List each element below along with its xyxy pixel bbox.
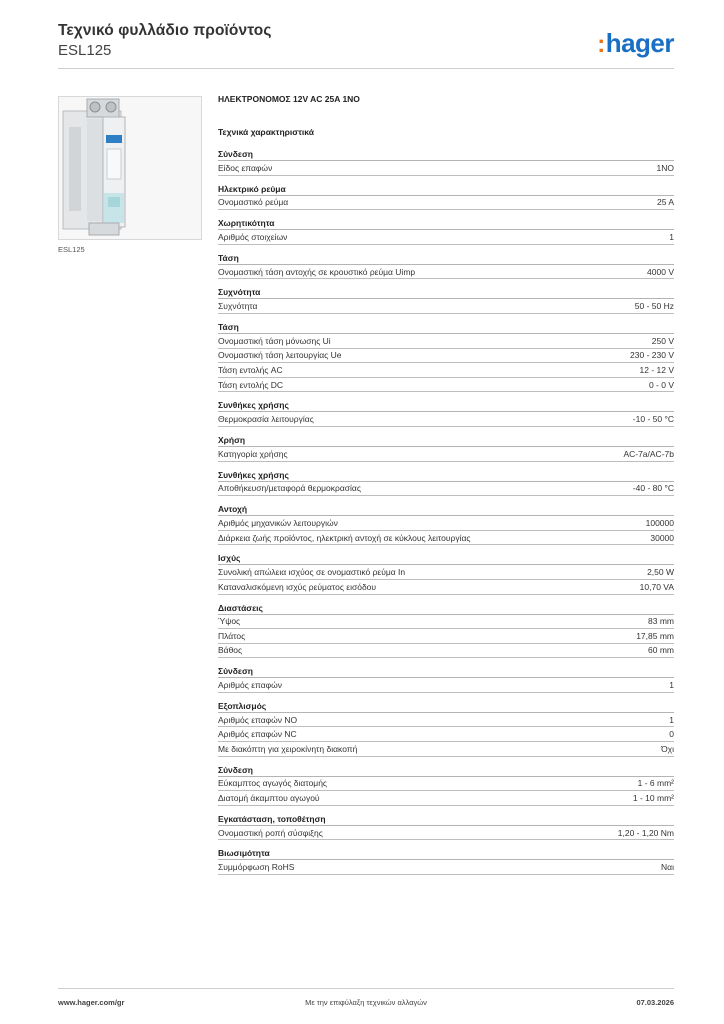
- spec-label: Ονομαστικό ρεύμα: [218, 197, 289, 208]
- spec-row: [218, 299, 674, 314]
- spec-group: [218, 320, 674, 392]
- spec-label: Κατηγορία χρήσης: [218, 448, 288, 459]
- spec-row: [218, 265, 674, 280]
- spec-row: [218, 161, 674, 176]
- contactor-device-icon: [59, 97, 201, 239]
- spec-group-title: Συνθήκες χρήσης: [218, 468, 674, 482]
- spec-group-title: Σύνδεση: [218, 664, 674, 678]
- spec-label: Με διακόπτη για χειροκίνητη διακοπή: [218, 743, 358, 754]
- spec-group-title: Βιωσιμότητα: [218, 846, 674, 860]
- footer-divider: [58, 988, 674, 989]
- spec-value: 83 mm: [648, 616, 674, 627]
- spec-value: 1 - 10 mm²: [632, 793, 674, 804]
- spec-group-title: Τάση: [218, 320, 674, 334]
- spec-group-title: Αντοχή: [218, 502, 674, 516]
- spec-row: [218, 777, 674, 792]
- tech-specs-heading: Τεχνικά χαρακτηριστικά: [218, 127, 314, 137]
- spec-row: [218, 516, 674, 531]
- spec-label: Καταναλισκόμενη ισχύς ρεύματος εισόδου: [218, 581, 377, 592]
- spec-label: Πλάτος: [218, 630, 246, 641]
- spec-value: 1,20 - 1,20 Nm: [617, 827, 674, 838]
- spec-group: [218, 433, 674, 462]
- spec-row: [218, 447, 674, 462]
- spec-group-title: Χωρητικότητα: [218, 216, 674, 230]
- spec-group: [218, 147, 674, 176]
- spec-group-title: Συχνότητα: [218, 285, 674, 299]
- spec-group: [218, 468, 674, 497]
- spec-label: Βάθος: [218, 645, 243, 656]
- spec-group-title: Διαστάσεις: [218, 601, 674, 615]
- spec-group: [218, 699, 674, 757]
- spec-row: [218, 230, 674, 245]
- spec-row: [218, 742, 674, 757]
- spec-group: [218, 812, 674, 841]
- spec-value: 250 V: [651, 335, 674, 346]
- spec-label: Εύκαμπτος αγωγός διατομής: [218, 778, 328, 789]
- spec-group-title: Σύνδεση: [218, 763, 674, 777]
- spec-label: Συμμόρφωση RoHS: [218, 862, 295, 873]
- spec-group-title: Ισχύς: [218, 551, 674, 565]
- spec-label: Ύψος: [218, 616, 241, 627]
- spec-label: Αποθήκευση/μεταφορά θερμοκρασίας: [218, 483, 361, 494]
- spec-value: 0: [669, 729, 674, 740]
- product-image: [58, 96, 202, 240]
- logo-text: hager: [605, 28, 674, 58]
- spec-group-title: Σύνδεση: [218, 147, 674, 161]
- spec-row: [218, 412, 674, 427]
- spec-value: 0 - 0 V: [648, 379, 674, 390]
- product-heading: ΗΛΕΚΤΡΟΝΟΜΟΣ 12V AC 25A 1NO: [218, 94, 360, 104]
- spec-value: 17,85 mm: [636, 630, 674, 641]
- spec-group: [218, 182, 674, 211]
- spec-label: Είδος επαφών: [218, 162, 273, 173]
- spec-value: Όχι: [661, 743, 674, 754]
- spec-label: Ονομαστική τάση λειτουργίας Ue: [218, 350, 342, 361]
- spec-value: 1NO: [656, 162, 674, 173]
- spec-label: Συνολική απώλεια ισχύος σε ονομαστικό ρεύμα In: [218, 567, 406, 578]
- spec-content: [218, 94, 674, 875]
- spec-row: [218, 713, 674, 728]
- page-footer: [58, 998, 674, 1010]
- spec-row: [218, 363, 674, 378]
- spec-value: AC-7a/AC-7b: [623, 448, 674, 459]
- spec-value: 30000: [650, 532, 674, 543]
- spec-groups: [218, 147, 674, 875]
- spec-label: Διάρκεια ζωής προϊόντος, ηλεκτρική αντοχή σε κύκλους λειτουργίας: [218, 532, 471, 543]
- spec-row: [218, 349, 674, 364]
- spec-value: 1: [669, 714, 674, 725]
- spec-value: -40 - 80 °C: [632, 483, 674, 494]
- spec-group: [218, 285, 674, 314]
- spec-row: [218, 580, 674, 595]
- spec-row: [218, 615, 674, 630]
- document-title: Τεχνικό φυλλάδιο προϊόντος: [58, 22, 272, 39]
- spec-row: [218, 565, 674, 580]
- spec-value: 4000 V: [647, 266, 674, 277]
- spec-group: [218, 601, 674, 659]
- spec-label: Τάση εντολής DC: [218, 379, 284, 390]
- footer-notice: Με την επιφύλαξη τεχνικών αλλαγών: [305, 998, 427, 1007]
- spec-group-title: Ηλεκτρικό ρεύμα: [218, 182, 674, 196]
- spec-group-title: Συνθήκες χρήσης: [218, 398, 674, 412]
- spec-value: 25 A: [656, 197, 674, 208]
- spec-group: [218, 502, 674, 545]
- spec-label: Αριθμός μηχανικών λειτουργιών: [218, 517, 338, 528]
- spec-value: 50 - 50 Hz: [634, 301, 674, 312]
- spec-row: [218, 378, 674, 393]
- header-divider: [58, 68, 674, 69]
- spec-value: 60 mm: [648, 645, 674, 656]
- spec-value: -10 - 50 °C: [632, 414, 674, 425]
- spec-row: [218, 791, 674, 806]
- spec-label: Ονομαστική ροπή σύσφιξης: [218, 827, 323, 838]
- spec-label: Αριθμός στοιχείων: [218, 231, 288, 242]
- spec-value: 2,50 W: [647, 567, 674, 578]
- footer-website: www.hager.com/gr: [58, 998, 125, 1007]
- logo-dots-icon: :: [597, 31, 605, 58]
- spec-group: [218, 251, 674, 280]
- spec-value: 1 - 6 mm²: [637, 778, 674, 789]
- spec-group: [218, 216, 674, 245]
- spec-value: 230 - 230 V: [630, 350, 674, 361]
- spec-group-title: Χρήση: [218, 433, 674, 447]
- footer-date: 07.03.2026: [636, 998, 674, 1007]
- document-subtitle: ESL125: [58, 42, 112, 59]
- spec-value: 100000: [645, 517, 674, 528]
- spec-value: Ναι: [661, 862, 674, 873]
- spec-row: [218, 531, 674, 546]
- spec-label: Αριθμός επαφών NO: [218, 714, 298, 725]
- image-caption: ESL125: [58, 245, 85, 254]
- spec-row: [218, 727, 674, 742]
- spec-group-title: Τάση: [218, 251, 674, 265]
- spec-label: Αριθμός επαφών: [218, 680, 283, 691]
- spec-value: 12 - 12 V: [639, 364, 674, 375]
- spec-row: [218, 482, 674, 497]
- spec-row: [218, 334, 674, 349]
- spec-label: Ονομαστική τάση αντοχής σε κρουστικό ρεύμα Uimp: [218, 266, 416, 277]
- spec-value: 1: [669, 680, 674, 691]
- spec-value: 1: [669, 231, 674, 242]
- spec-row: [218, 196, 674, 211]
- spec-group: [218, 551, 674, 594]
- spec-group: [218, 763, 674, 806]
- spec-row: [218, 826, 674, 841]
- spec-row: [218, 860, 674, 875]
- spec-label: Τάση εντολής AC: [218, 364, 283, 375]
- spec-row: [218, 678, 674, 693]
- spec-label: Διατομή άκαμπτου αγωγού: [218, 793, 320, 804]
- spec-label: Ονομαστική τάση μόνωσης Ui: [218, 335, 331, 346]
- spec-row: [218, 629, 674, 644]
- spec-group-title: Εγκατάσταση, τοποθέτηση: [218, 812, 674, 826]
- hager-logo: [597, 28, 674, 59]
- spec-group: [218, 664, 674, 693]
- spec-label: Συχνότητα: [218, 301, 258, 312]
- spec-group: [218, 846, 674, 875]
- spec-value: 10,70 VA: [639, 581, 674, 592]
- spec-label: Θερμοκρασία λειτουργίας: [218, 414, 314, 425]
- spec-row: [218, 644, 674, 659]
- spec-group: [218, 398, 674, 427]
- spec-label: Αριθμός επαφών NC: [218, 729, 297, 740]
- spec-group-title: Εξοπλισμός: [218, 699, 674, 713]
- page-header: [58, 22, 674, 70]
